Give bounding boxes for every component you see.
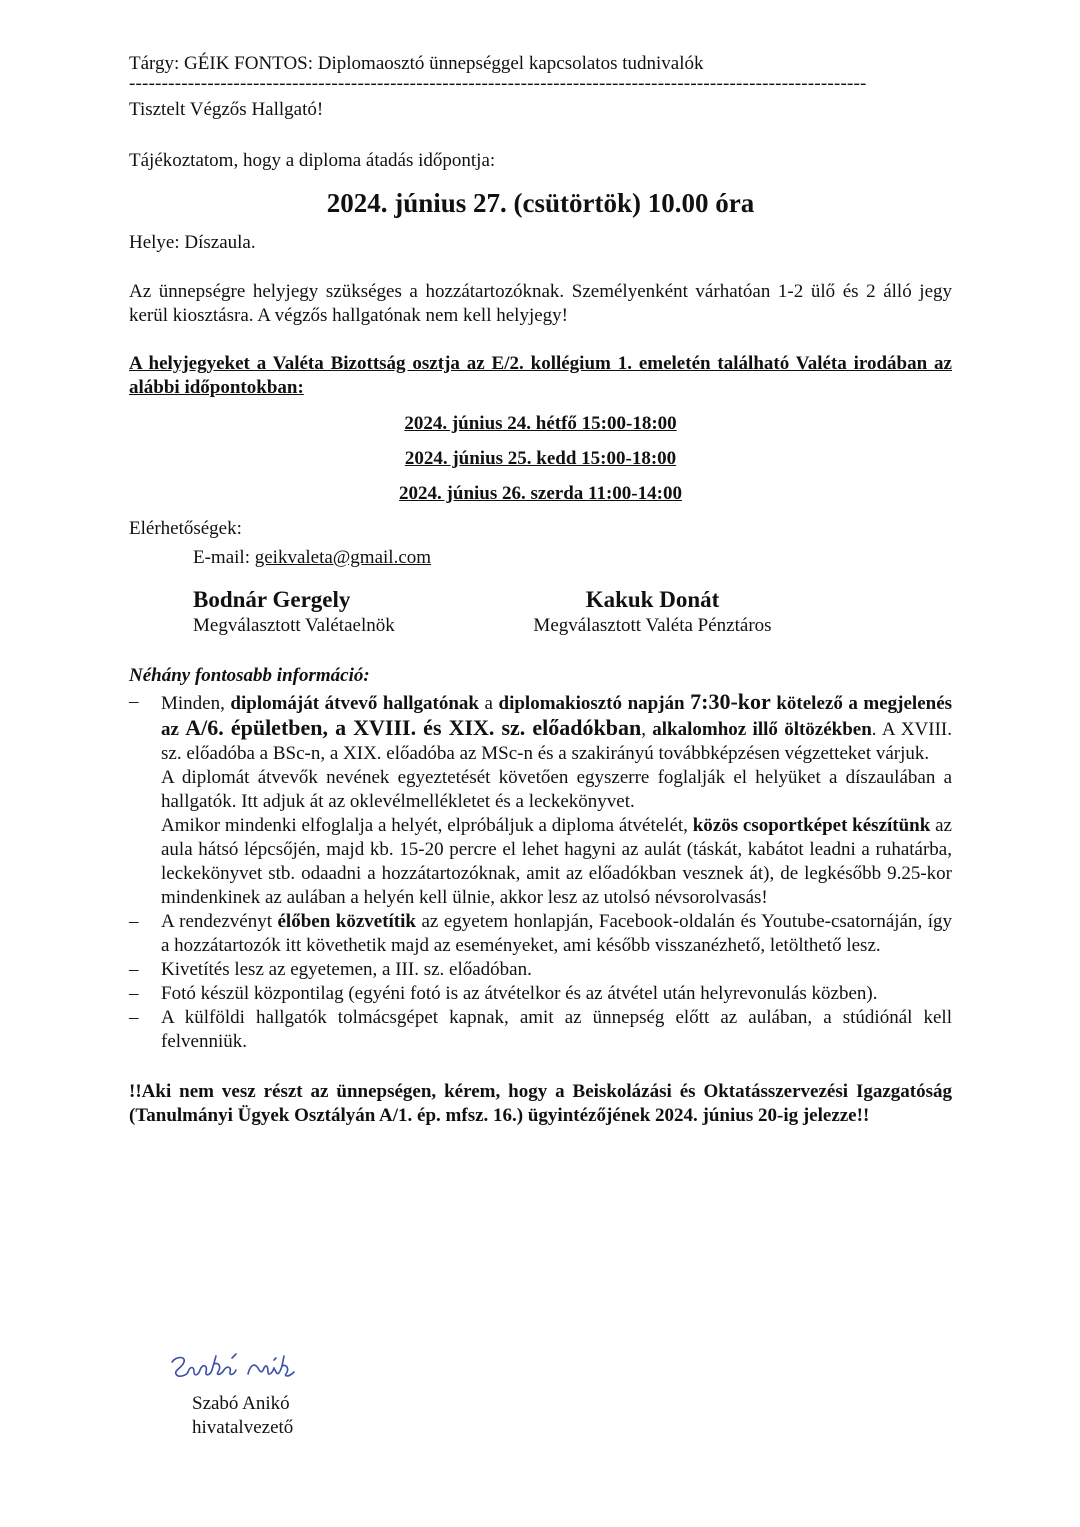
item-paragraph	[161, 690, 952, 766]
item-paragraph: A diplomát átvevők nevének egyeztetését követően egyszerre foglalják el helyüket a díszaulában a hallgatók. Itt adjuk át az oklevélmellékletet és a leckekönyvet.	[161, 767, 952, 812]
list-item	[129, 690, 952, 910]
signer-name: Kakuk Donát	[585, 587, 720, 612]
signer-name: Bodnár Gergely	[193, 587, 351, 612]
text-run: az aula hátsó lépcsőjén, majd kb. 15-20 percre el lehet hagyni az aulát (táskát, kabátot leadni a ruhatárba, leckekönyvet stb. odaadni a hozzátartozóknak, amit az előadókban vesznek át), de legkésőbb 9.25-kor mindenkinek az aulában a helyén kell ülnie, akkor lesz az utolsó névsorolvasás!	[161, 815, 952, 908]
text-run: A rendezvényt	[161, 911, 278, 932]
list-item	[129, 982, 952, 1006]
text-run: az egyetem honlapján, Facebook-oldalán és Youtube-csatornáján, így a hozzátartozók itt követhetik majd az eseményeket, ami később visszanézhető, letölthető lesz.	[161, 911, 952, 956]
warning-notice: !!Aki nem vesz részt az ünnepségen, kérem, hogy a Beiskolázási és Oktatásszervezési Igazgatóság (Tanulmányi Ügyek Osztályán A/1. ép. mfsz. 16.) ügyintézőjének 2024. június 20-ig jelezze!!	[129, 1081, 952, 1126]
venue-text: Helye: Díszaula.	[129, 232, 256, 253]
bold-run: kötelező a megjelenés az	[161, 693, 953, 740]
info-heading: Néhány fontosabb információ:	[129, 665, 370, 686]
bold-run: diplomakiosztó napján	[498, 693, 685, 714]
separator-line: -----------------------------------------------------------------------------------------------------------------	[129, 78, 867, 92]
signature-block	[160, 1348, 314, 1440]
greeting: Tisztelt Végzős Hallgató!	[129, 99, 324, 120]
ticket-slot: 2024. június 24. hétfő 15:00-18:00	[404, 413, 677, 434]
signatory-title: hivatalvezető	[192, 1417, 294, 1438]
signer-role: Megválasztott Valétaelnök	[193, 615, 395, 636]
signer-president	[193, 586, 395, 638]
ticket-slot: 2024. június 26. szerda 11:00-14:00	[399, 483, 682, 504]
text-run: ,	[641, 719, 653, 740]
item-paragraph: A külföldi hallgatók tolmácsgépet kapnak, amit az ünnepség előtt az aulában, a stúdiónál kell felvenniük.	[161, 1007, 952, 1052]
bold-run: alkalomhoz illő öltözékben	[652, 719, 872, 740]
ticket-slots	[129, 412, 952, 506]
list-item	[129, 910, 952, 958]
bold-run: közös csoportképet készítünk	[692, 815, 931, 836]
item-paragraph: Kivetítés lesz az egyetemen, a III. sz. előadóban.	[161, 959, 532, 980]
tickets-paragraph: Az ünnepségre helyjegy szükséges a hozzátartozóknak. Személyenként várhatóan 1-2 ülő és 2 álló jegy kerül kiosztásra. A végzős hallgatónak nem kell helyjegy!	[129, 281, 952, 326]
email-link[interactable]: geikvaleta@gmail.com	[254, 547, 432, 568]
email-line	[193, 546, 952, 570]
signatory-name: Szabó Anikó	[192, 1393, 290, 1414]
list-item	[129, 1006, 952, 1054]
text-run: Amikor mindenki elfoglalja a helyét, elpróbáljuk a diploma átvételét,	[161, 815, 693, 836]
bullet-dash: –	[129, 983, 139, 1004]
event-date-heading: 2024. június 27. (csütörtök) 10.00 óra	[326, 188, 755, 218]
handwritten-signature-icon	[164, 1348, 314, 1388]
bold-run: élőben közvetítik	[277, 911, 416, 932]
bold-run: A/6. épületben, a XVIII. és XIX. sz. előadókban	[185, 715, 642, 740]
text-run: a	[479, 693, 499, 714]
text-run: Minden,	[161, 693, 231, 714]
intro-text: Tájékoztatom, hogy a diploma átadás időpontja:	[129, 150, 496, 171]
ticket-distribution-text: A helyjegyeket a Valéta Bizottság osztja az E/2. kollégium 1. emeletén található Valéta irodában az alábbi időpontokban:	[129, 353, 952, 398]
bullet-dash: –	[129, 1007, 139, 1028]
item-paragraph	[161, 910, 952, 958]
item-paragraph: Fotó készül központilag (egyéni fotó is az átvételkor és az átvétel után helyrevonulás közben).	[161, 983, 878, 1004]
list-item	[129, 958, 952, 982]
letter-subject: Tárgy: GÉIK FONTOS: Diplomaosztó ünnepséggel kapcsolatos tudnivalók	[129, 53, 704, 74]
signer-role: Megválasztott Valéta Pénztáros	[533, 615, 772, 636]
bold-run: 7:30-kor	[690, 689, 771, 714]
info-list	[129, 690, 952, 1054]
item-paragraph	[161, 814, 952, 910]
letter-page	[129, 52, 952, 1128]
ticket-slot: 2024. június 25. kedd 15:00-18:00	[404, 448, 677, 469]
bold-run: diplomáját átvevő hallgatónak	[230, 693, 479, 714]
signer-treasurer	[515, 586, 790, 638]
email-label: E-mail:	[193, 547, 255, 568]
text-run: . A XVIII. sz. előadóba a BSc-n, a XIX. előadóba az MSc-n és a szakirányú továbbképzésen végzetteket várjuk.	[161, 719, 952, 764]
signers-block	[129, 586, 952, 646]
bullet-dash: –	[129, 959, 139, 980]
contacts-label: Elérhetőségek:	[129, 518, 242, 539]
bullet-dash: –	[129, 691, 139, 712]
bullet-dash: –	[129, 911, 139, 932]
